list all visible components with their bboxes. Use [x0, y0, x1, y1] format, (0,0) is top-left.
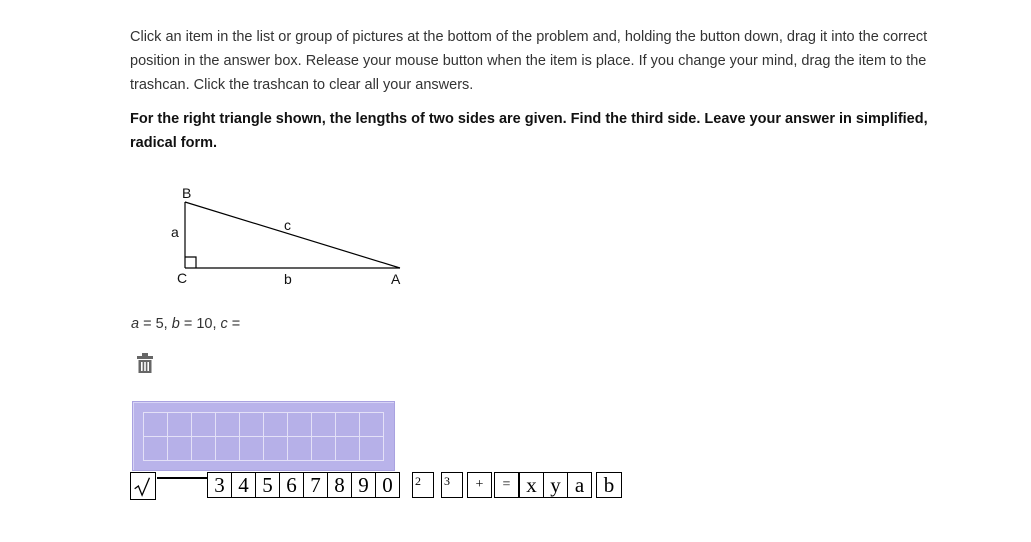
vertex-b-label: B: [182, 185, 192, 201]
answer-cell[interactable]: [312, 437, 336, 461]
answer-cell[interactable]: [264, 413, 288, 437]
question-text: For the right triangle shown, the lengths of two sides are given. Find the third side. Leave your answer in simplified, radical form.: [130, 111, 928, 151]
trash-icon[interactable]: [135, 352, 155, 374]
digit-tile[interactable]: 6: [279, 472, 304, 498]
variable-tile[interactable]: a: [567, 472, 592, 498]
digit-tile[interactable]: 3: [207, 472, 232, 498]
answer-grid[interactable]: [143, 412, 384, 461]
answer-cell[interactable]: [312, 413, 336, 437]
answer-cell[interactable]: [288, 437, 312, 461]
answer-cell[interactable]: [264, 437, 288, 461]
answer-cell[interactable]: [216, 437, 240, 461]
answer-cell[interactable]: [336, 437, 360, 461]
answer-cell[interactable]: [168, 413, 192, 437]
variable-tile[interactable]: y: [543, 472, 568, 498]
digit-tile[interactable]: 8: [327, 472, 352, 498]
given-values: [131, 316, 240, 332]
answer-cell[interactable]: [168, 437, 192, 461]
given-b-var: b: [171, 316, 180, 332]
answer-cell[interactable]: [240, 437, 264, 461]
answer-cell[interactable]: [240, 413, 264, 437]
vertex-a-label: A: [391, 271, 401, 287]
answer-cell[interactable]: [216, 413, 240, 437]
answer-cell[interactable]: [288, 413, 312, 437]
side-b-label: b: [284, 271, 292, 287]
answer-cell[interactable]: [144, 413, 168, 437]
given-a-value: = 5,: [139, 316, 172, 332]
vertex-c-label: C: [177, 270, 188, 286]
answer-cell[interactable]: [360, 437, 384, 461]
cubed-exponent-tile[interactable]: 3: [441, 472, 463, 498]
right-triangle-figure: [160, 180, 420, 290]
given-c-var: c: [220, 316, 228, 332]
plus-tile[interactable]: +: [467, 472, 492, 498]
equals-tile[interactable]: =: [494, 472, 519, 498]
digit-tile[interactable]: 5: [255, 472, 280, 498]
digit-tile[interactable]: 9: [351, 472, 376, 498]
given-a-var: a: [131, 316, 140, 332]
variable-tile[interactable]: x: [519, 472, 544, 498]
sqrt-tile[interactable]: [130, 472, 156, 500]
fraction-bar-tile[interactable]: [157, 472, 207, 479]
side-a-label: a: [171, 224, 179, 240]
instructions-text: Click an item in the list or group of pictures at the bottom of the problem and, holding the button down, drag it into the correct position in the answer box. Release your mouse button when the item is place. If you change your mind, drag the item to the trashcan. Click the trashcan to clear all your answers.: [130, 29, 928, 93]
answer-cell[interactable]: [192, 437, 216, 461]
answer-drop-box[interactable]: [132, 401, 395, 471]
right-angle-marker: [185, 257, 196, 268]
side-c-label: c: [284, 217, 291, 233]
given-c-value: =: [227, 316, 241, 332]
variable-tile[interactable]: b: [596, 472, 622, 498]
answer-cell[interactable]: [360, 413, 384, 437]
answer-cell[interactable]: [336, 413, 360, 437]
side-c-line: [185, 202, 400, 268]
squared-exponent-tile[interactable]: 2: [412, 472, 434, 498]
digit-tile[interactable]: 4: [231, 472, 256, 498]
digit-tile[interactable]: 7: [303, 472, 328, 498]
digit-tile[interactable]: 0: [375, 472, 400, 498]
given-b-value: = 10,: [179, 316, 221, 332]
answer-cell[interactable]: [144, 437, 168, 461]
answer-cell[interactable]: [192, 413, 216, 437]
